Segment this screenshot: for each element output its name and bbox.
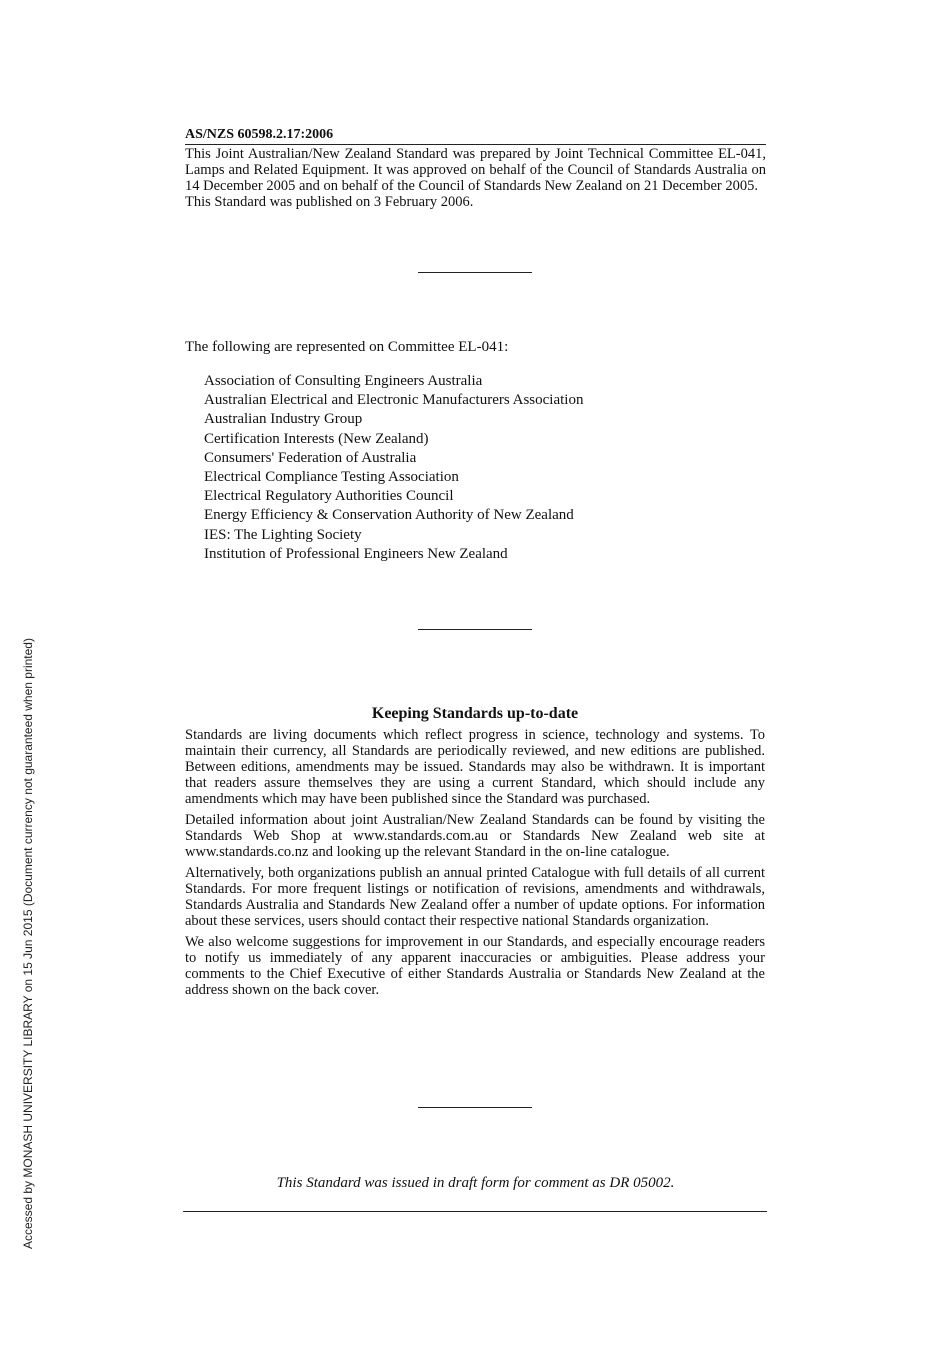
paragraph: We also welcome suggestions for improvement in our Standards, and especially encourage readers to notify us immediately of any apparent inaccuracies or ambiguities. Please address your comments to the Chief Executive of either Standards Australia or Standards New Zealand at the address shown on the back cover. — [185, 934, 765, 998]
committee-member: Certification Interests (New Zealand) — [204, 430, 429, 447]
draft-notice: This Standard was issued in draft form for comment as DR 05002. — [276, 1175, 675, 1191]
committee-member: Consumers' Federation of Australia — [204, 449, 417, 466]
keeping-standards-section — [185, 704, 765, 1003]
committee-member: Association of Consulting Engineers Australia — [204, 373, 483, 389]
paragraph: Detailed information about joint Australian/New Zealand Standards can be found by visiting the Standards Web Shop at www.standards.com.au or Standards New Zealand web site at www.standards.co.nz and looking up the relevant Standard in the on-line catalogue. — [185, 812, 765, 860]
document-id: AS/NZS 60598.2.17:2006 — [185, 127, 766, 145]
committee-intro: The following are represented on Committee EL-041: — [185, 339, 509, 355]
committee-member: Institution of Professional Engineers New Zealand — [204, 545, 508, 562]
section-divider — [418, 272, 532, 273]
footer-rule — [183, 1211, 767, 1212]
section-divider — [418, 1107, 532, 1108]
committee-member: IES: The Lighting Society — [204, 526, 362, 543]
publication-date-statement: This Standard was published on 3 February 2006. — [185, 194, 474, 210]
paragraph: Standards are living documents which reflect progress in science, technology and systems. To maintain their currency, all Standards are periodically reviewed, and new editions are published. Between editions, amendments may be issued. Standards may also be withdrawn. It is important that readers assure themselves they are using a current Standard, which should include any amendments which may have been published since the Standard was purchased. — [185, 727, 765, 807]
committee-member: Australian Electrical and Electronic Manufacturers Association — [204, 392, 584, 409]
access-watermark: Accessed by MONASH UNIVERSITY LIBRARY on 15 Jun 2015 (Document currency not guaranteed when printed) — [21, 638, 35, 1249]
paragraph: Alternatively, both organizations publish an annual printed Catalogue with full details of all current Standards. For more frequent listings or notification of revisions, amendments and withdrawals, Standards Australia and Standards New Zealand offer a number of update options. For information about these services, users should contact their respective national Standards organization. — [185, 865, 765, 929]
committee-member: Electrical Regulatory Authorities Council — [204, 488, 454, 505]
section-heading: Keeping Standards up-to-date — [371, 705, 579, 722]
committee-section — [185, 338, 766, 564]
section-divider — [418, 629, 532, 630]
committee-member: Australian Industry Group — [204, 411, 363, 428]
document-header — [185, 127, 766, 210]
committee-member: Energy Efficiency & Conservation Authority of New Zealand — [204, 507, 574, 524]
preparation-statement: This Joint Australian/New Zealand Standard was prepared by Joint Technical Committee EL-041, Lamps and Related Equipment. It was approved on behalf of the Council of Standards Australia on 14 December 2005 and on behalf of the Council of Standards New Zealand on 21 December 2005. — [185, 146, 766, 194]
committee-member: Electrical Compliance Testing Association — [204, 469, 459, 486]
committee-member-list — [185, 372, 766, 564]
